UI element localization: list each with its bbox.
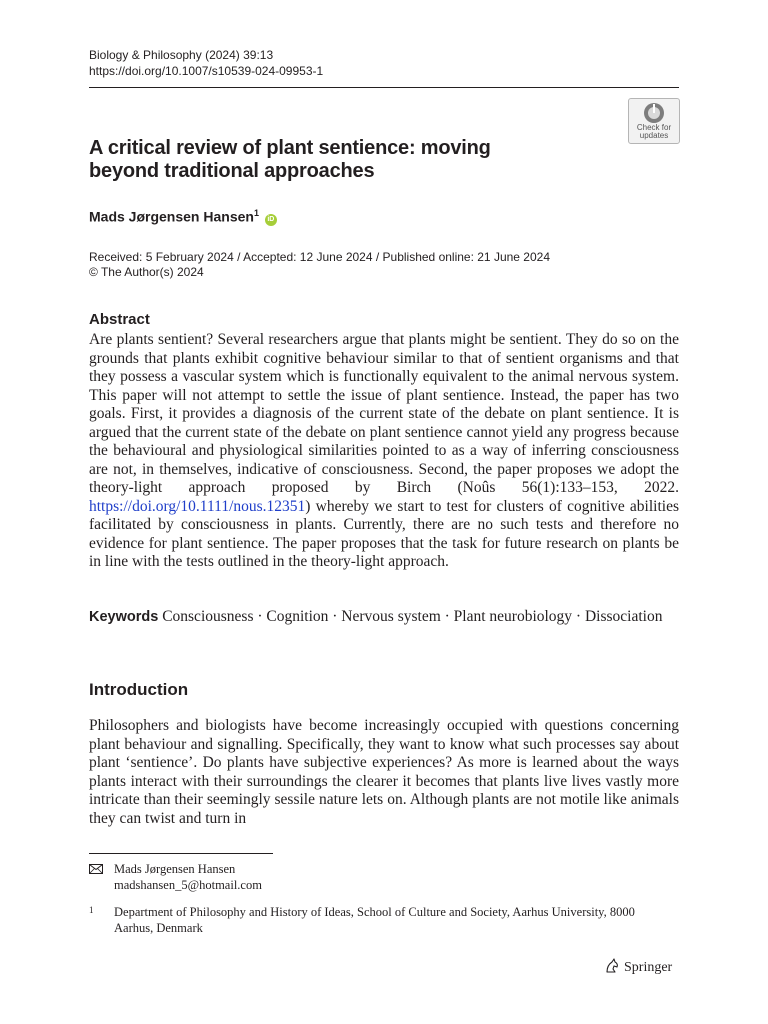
header-divider bbox=[89, 87, 679, 88]
corresponding-author bbox=[89, 861, 262, 893]
check-updates-icon bbox=[643, 102, 665, 124]
check-updates-label-2: updates bbox=[639, 131, 669, 140]
author-name: Mads Jørgensen Hansen bbox=[89, 208, 254, 225]
abstract-text-part-1: Are plants sentient? Several researchers argue that plants might be sentient. They do so on the grounds that plants exhibit cognitive behaviour similar to that of sentient organisms and that they possess a vascular system which is functionally equivalent to the animal nervous system. This paper will not attempt to settle the issue of plant sentience. Instead, the paper has two goals. First, it provides a diagnosis of the current state of the debate on plant sentience. It is argued that the current state of the debate on plant sentience cannot yield any progress because the behavioural and physiological similarities pointed to as a way of inferring consciousness are not, in themselves, indicative of consciousness. Second, the paper proposes we adopt the theory-light approach proposed by Birch (Noûs 56(1):133–153, 2022. bbox=[89, 331, 679, 496]
article-doi[interactable]: https://doi.org/10.1007/s10539-024-09953-1 bbox=[89, 64, 324, 78]
abstract-text-part-2: ) whereby we start to test for clusters of cognitive abilities facilitated by consciousness in plants. Currently, there are no such tests and therefore no evidence for plant sentience. The paper proposes that the task for future research on plants be in line with the tests outlined in the theory-light approach. bbox=[89, 497, 679, 570]
affiliation-text: Department of Philosophy and History of Ideas, School of Culture and Society, Aarhus University, 8000 Aarhus, Denmark bbox=[114, 905, 635, 935]
journal-header bbox=[89, 47, 323, 79]
introduction-heading: Introduction bbox=[89, 680, 189, 699]
author-affiliation-mark: 1 bbox=[253, 208, 259, 218]
abstract-text bbox=[89, 331, 679, 572]
introduction-text: Philosophers and biologists have become increasingly occupied with questions concerning plant behaviour and signalling. Specifically, they want to know what such processes say about plant ‘sentience’. Do plants have subjective experiences? As more is learned about the ways plants interact with their surroundings the clearer it becomes that plants live lives vastly more intricate than their seemingly sessile nature lets on. Although plants are not motile like animals they can twist and turn in bbox=[89, 717, 679, 827]
author-line bbox=[89, 208, 277, 226]
birch-doi-link[interactable]: https://doi.org/10.1111/nous.12351 bbox=[89, 497, 306, 515]
keywords bbox=[89, 608, 679, 627]
article-title: A critical review of plant sentience: moving beyond traditional approaches bbox=[89, 137, 491, 182]
copyright: © The Author(s) 2024 bbox=[89, 265, 204, 279]
mail-icon bbox=[89, 864, 103, 874]
springer-horse-icon bbox=[604, 958, 620, 974]
check-updates-label-1: Check for bbox=[636, 123, 672, 132]
affiliation-footnote bbox=[89, 904, 649, 936]
contact-name: Mads Jørgensen Hansen bbox=[114, 862, 236, 876]
check-for-updates-badge[interactable] bbox=[628, 98, 680, 144]
journal-citation: Biology & Philosophy (2024) 39:13 bbox=[89, 48, 274, 62]
publisher-logo bbox=[604, 958, 672, 976]
publication-dates bbox=[89, 250, 550, 280]
history-dates: Received: 5 February 2024 / Accepted: 12 June 2024 / Published online: 21 June 2024 bbox=[89, 250, 550, 264]
contact-email[interactable]: madshansen_5@hotmail.com bbox=[114, 878, 262, 892]
affiliation-footnote-mark: 1 bbox=[89, 905, 94, 915]
orcid-icon[interactable]: iD bbox=[265, 214, 277, 226]
abstract-heading: Abstract bbox=[89, 311, 150, 328]
publisher-name: Springer bbox=[624, 960, 673, 975]
keywords-list: Consciousness · Cognition · Nervous system · Plant neurobiology · Dissociation bbox=[162, 608, 663, 625]
keywords-label: Keywords bbox=[89, 609, 159, 625]
footnote-divider bbox=[89, 853, 273, 854]
